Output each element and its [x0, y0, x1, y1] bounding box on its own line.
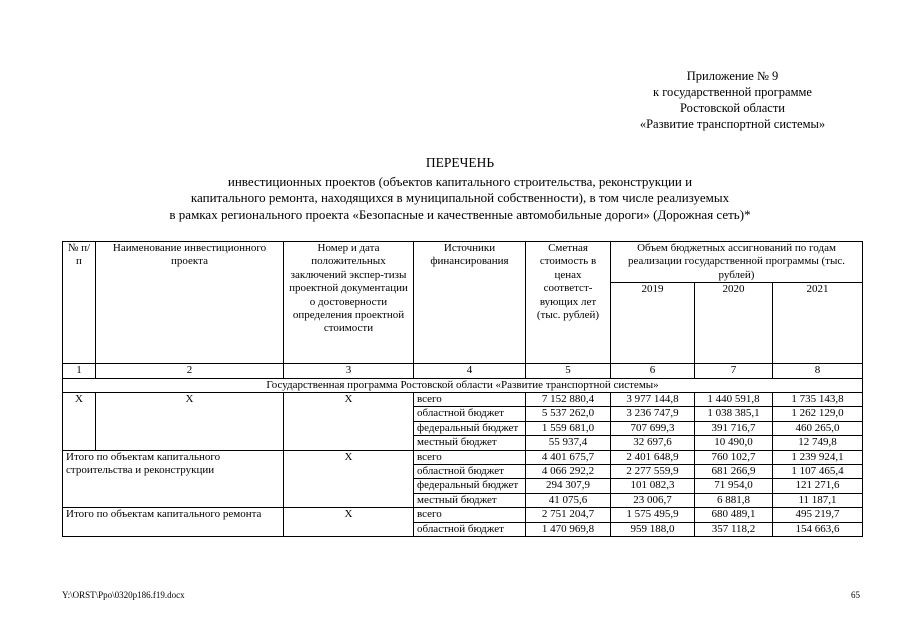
- cost-cell: 4 401 675,7: [526, 450, 611, 464]
- year-value-cell: 1 107 465,4: [773, 465, 863, 479]
- column-number: 6: [611, 364, 695, 378]
- year-value-cell: 71 954,0: [695, 479, 773, 493]
- cost-cell: 1 559 681,0: [526, 421, 611, 435]
- year-value-cell: 1 735 143,8: [773, 393, 863, 407]
- cost-cell: 41 075,6: [526, 493, 611, 507]
- cost-cell: 5 537 262,0: [526, 407, 611, 421]
- appendix-block: [560, 68, 905, 132]
- source-cell: местный бюджет: [414, 493, 526, 507]
- year-value-cell: 2 277 559,9: [611, 465, 695, 479]
- heading-line: в рамках регионального проекта «Безопасные и качественные автомобильные дороги» (Дорожная сеть)*: [169, 206, 751, 222]
- appendix-line: Приложение № 9: [686, 69, 779, 83]
- year-value-cell: 10 490,0: [695, 436, 773, 450]
- year-value-cell: 23 006,7: [611, 493, 695, 507]
- document-heading: [40, 155, 880, 223]
- page-number: 65: [851, 590, 860, 600]
- group-conclusion-cell: Х: [284, 393, 414, 451]
- source-cell: федеральный бюджет: [414, 479, 526, 493]
- appendix-line: Ростовской области: [680, 101, 785, 115]
- year-value-cell: 391 716,7: [695, 421, 773, 435]
- group-name-cell: Итого по объектам капитального ремонта: [63, 508, 284, 537]
- cost-cell: 2 751 204,7: [526, 508, 611, 522]
- column-number: 5: [526, 364, 611, 378]
- cost-cell: 4 066 292,2: [526, 465, 611, 479]
- year-value-cell: 495 219,7: [773, 508, 863, 522]
- cost-cell: 1 470 969,8: [526, 522, 611, 536]
- column-number: 4: [414, 364, 526, 378]
- column-numbers-row: [63, 364, 863, 378]
- source-cell: областной бюджет: [414, 407, 526, 421]
- header-estimated-cost: Сметная стоимость в ценах соответст-вующих лет (тыс. рублей): [526, 242, 611, 364]
- year-value-cell: 6 881,8: [695, 493, 773, 507]
- year-value-cell: 680 489,1: [695, 508, 773, 522]
- year-value-cell: 959 188,0: [611, 522, 695, 536]
- year-value-cell: 2 401 648,9: [611, 450, 695, 464]
- year-value-cell: 460 265,0: [773, 421, 863, 435]
- year-value-cell: 681 266,9: [695, 465, 773, 479]
- heading-line: капитального ремонта, находящихся в муниципальной собственности), в том числе реализуемых: [190, 190, 730, 205]
- column-number: 7: [695, 364, 773, 378]
- year-value-cell: 1 239 924,1: [773, 450, 863, 464]
- header-funding-source: Источники финансирования: [414, 242, 526, 364]
- header-budget-allocations: Объем бюджетных ассигнований по годам реализации государственной программы (тыс. рублей): [611, 242, 863, 283]
- cost-cell: 7 152 880,4: [526, 393, 611, 407]
- appendix-line: «Развитие транспортной системы»: [639, 117, 826, 131]
- source-cell: всего: [414, 508, 526, 522]
- investment-projects-table: [62, 241, 863, 537]
- year-value-cell: 357 118,2: [695, 522, 773, 536]
- source-cell: областной бюджет: [414, 465, 526, 479]
- year-value-cell: 101 082,3: [611, 479, 695, 493]
- group-name-cell: Итого по объектам капитального строительства и реконструкции: [63, 450, 284, 508]
- header-num: № п/п: [63, 242, 96, 364]
- source-cell: местный бюджет: [414, 436, 526, 450]
- column-number: 3: [284, 364, 414, 378]
- year-value-cell: 11 187,1: [773, 493, 863, 507]
- group-conclusion-cell: Х: [284, 508, 414, 537]
- year-value-cell: 1 575 495,9: [611, 508, 695, 522]
- group-conclusion-cell: Х: [284, 450, 414, 508]
- header-year: 2019: [611, 283, 695, 364]
- table-row: [63, 450, 863, 464]
- footer-file-path: Y:\ORST\Ppo\0320p186.f19.docx: [62, 590, 185, 600]
- document-title: ПЕРЕЧЕНЬ: [425, 155, 495, 170]
- year-value-cell: 154 663,6: [773, 522, 863, 536]
- table-row: [63, 508, 863, 522]
- cost-cell: 294 307,9: [526, 479, 611, 493]
- year-value-cell: 3 977 144,8: [611, 393, 695, 407]
- header-project-name: Наименование инвестиционного проекта: [96, 242, 284, 364]
- heading-line: инвестиционных проектов (объектов капитального строительства, реконструкции и: [227, 173, 693, 189]
- year-value-cell: 1 440 591,8: [695, 393, 773, 407]
- year-value-cell: 760 102,7: [695, 450, 773, 464]
- table-header-row: [63, 242, 863, 283]
- cost-cell: 55 937,4: [526, 436, 611, 450]
- year-value-cell: 12 749,8: [773, 436, 863, 450]
- source-cell: областной бюджет: [414, 522, 526, 536]
- source-cell: федеральный бюджет: [414, 421, 526, 435]
- column-number: 2: [96, 364, 284, 378]
- appendix-line: к государственной программе: [653, 85, 812, 99]
- year-value-cell: 3 236 747,9: [611, 407, 695, 421]
- header-year: 2021: [773, 283, 863, 364]
- year-value-cell: 1 038 385,1: [695, 407, 773, 421]
- group-num-cell: Х: [63, 393, 96, 451]
- program-name: Государственная программа Ростовской области «Развитие транспортной системы»: [63, 378, 863, 392]
- header-year: 2020: [695, 283, 773, 364]
- table-row: [63, 393, 863, 407]
- column-number: 8: [773, 364, 863, 378]
- program-row: [63, 378, 863, 392]
- year-value-cell: 32 697,6: [611, 436, 695, 450]
- source-cell: всего: [414, 393, 526, 407]
- source-cell: всего: [414, 450, 526, 464]
- header-expert-conclusion: Номер и дата положительных заключений экспер-тизы проектной документации о достоверности определения проектной стоимости: [284, 242, 414, 364]
- group-name-cell: Х: [96, 393, 284, 451]
- column-number: 1: [63, 364, 96, 378]
- year-value-cell: 707 699,3: [611, 421, 695, 435]
- year-value-cell: 121 271,6: [773, 479, 863, 493]
- year-value-cell: 1 262 129,0: [773, 407, 863, 421]
